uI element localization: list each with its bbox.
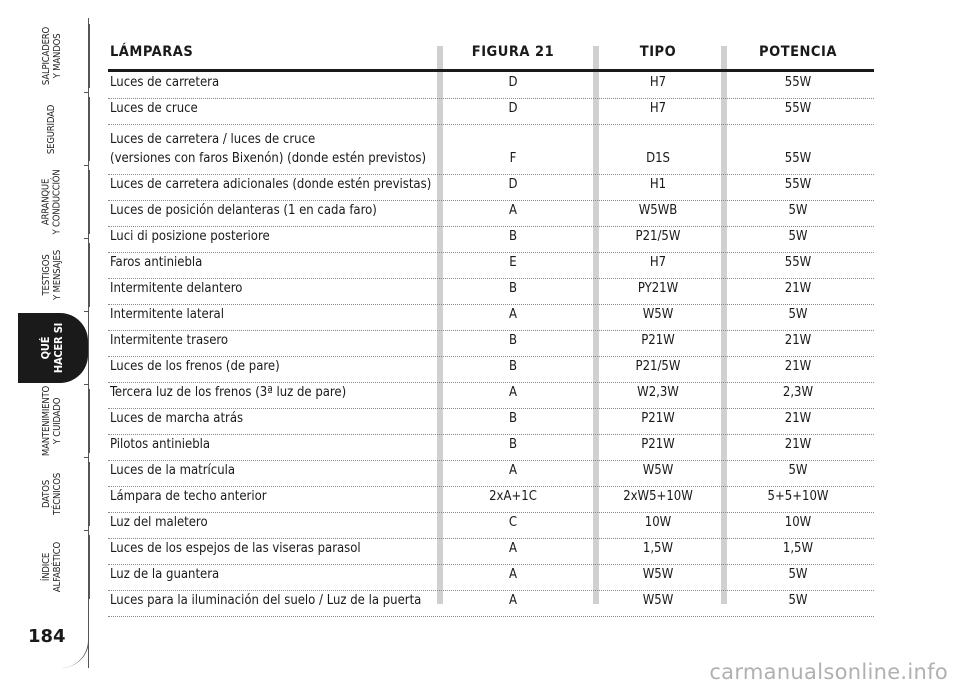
tab-divider (84, 457, 89, 458)
bulb-type: H7 (649, 255, 667, 270)
bulb-type: P21W (641, 333, 675, 348)
tab-divider (84, 92, 89, 93)
table-row (108, 512, 874, 539)
sidebar-tab-label (41, 386, 63, 456)
bulb-power: 5W (788, 307, 808, 322)
bulb-type: P21W (641, 411, 675, 426)
bulb-power: 21W (784, 359, 812, 374)
bulb-type: P21/5W (635, 229, 681, 244)
bulb-type: W2,3W (637, 385, 679, 400)
lamp-name (110, 513, 208, 532)
bulb-type: PY21W (637, 281, 679, 296)
bulb-power: 55W (784, 151, 812, 166)
lamp-name (110, 461, 235, 480)
lamp-name (110, 487, 267, 506)
figure-ref: A (509, 567, 517, 582)
lamp-name-line: Luces de carretera / luces de cruce (110, 132, 316, 147)
lamp-name-line: Luces de cruce (110, 101, 198, 116)
table-row (108, 564, 874, 591)
lamp-name-line: Luces de carretera (110, 75, 220, 90)
sidebar-tab-line: DATOS (41, 480, 52, 508)
header-figure: FIGURA 21 (471, 44, 555, 60)
lamp-name (110, 383, 346, 402)
page-number: 184 (28, 626, 66, 647)
figure-ref: B (508, 333, 518, 348)
sidebar-tab-line: QUÉ (39, 336, 52, 360)
sidebar-tab-0[interactable] (20, 22, 84, 90)
header-power: POTENCIA (759, 44, 837, 60)
tab-divider (84, 384, 89, 385)
lamp-name (110, 201, 377, 220)
sidebar-tab-label (41, 473, 63, 515)
lamp-name (110, 227, 270, 246)
figure-ref: A (509, 593, 517, 608)
bulb-power: 5W (788, 203, 808, 218)
table-row (108, 382, 874, 409)
lamp-name-line: Intermitente delantero (110, 281, 243, 296)
lamp-name-line: Luces de los espejos de las viseras parasol (110, 541, 361, 556)
lamp-name-line: Faros antiniebla (110, 255, 203, 270)
table-row (108, 98, 874, 125)
bulb-type: W5W (642, 593, 674, 608)
sidebar-tab-label (39, 323, 65, 373)
bulb-type: W5WB (638, 203, 678, 218)
figure-ref: B (508, 437, 518, 452)
tab-divider (84, 238, 89, 239)
figure-ref: B (508, 411, 518, 426)
sidebar-tab-line: Y CUIDADO (52, 397, 64, 445)
figure-ref: F (509, 151, 517, 166)
watermark: carmanualsonline.info (709, 660, 948, 684)
bulb-power: 10W (784, 515, 812, 530)
figure-ref: D (508, 75, 518, 90)
sidebar-tab-line: TÉCNICOS (52, 472, 63, 516)
lamp-name (110, 305, 224, 324)
lamp-name-line: Luces para la iluminación del suelo / Luz de la puerta (110, 593, 422, 608)
figure-ref: B (508, 281, 518, 296)
figure-ref: D (508, 177, 518, 192)
figure-ref: D (508, 101, 518, 116)
bulb-power: 2,3W (782, 385, 814, 400)
bulb-power: 55W (784, 255, 812, 270)
lamp-name (110, 175, 431, 194)
bulb-type: 1,5W (642, 541, 674, 556)
lamp-name-line: Intermitente lateral (110, 307, 224, 322)
table-row (108, 356, 874, 383)
bulb-power: 1,5W (782, 541, 814, 556)
lamp-name-line: (versiones con faros Bixenón) (donde estén previstos) (110, 151, 427, 166)
figure-ref: C (508, 515, 518, 530)
bulb-power: 5W (788, 463, 808, 478)
lamp-name (110, 357, 280, 376)
table-row (108, 460, 874, 487)
bulb-power: 21W (784, 281, 812, 296)
table-row (108, 278, 874, 305)
sidebar-tab-4[interactable] (20, 314, 84, 382)
lamp-name (110, 279, 242, 298)
figure-ref: 2xA+1C (489, 489, 537, 504)
table-row (108, 330, 874, 357)
lamp-name (110, 73, 219, 92)
header-type: TIPO (639, 44, 677, 60)
table-row (108, 408, 874, 435)
sidebar-tab-line: ALFABÉTICO (51, 541, 63, 593)
sidebar-tab-6[interactable] (20, 460, 84, 528)
table-row (108, 252, 874, 279)
bulb-type: W5W (642, 463, 674, 478)
table-row (108, 226, 874, 253)
lamp-name (110, 253, 202, 272)
lamp-name-line: Pilotos antiniebla (110, 437, 211, 452)
table-row (108, 174, 874, 201)
bulb-type: 10W (644, 515, 672, 530)
bulb-power: 5W (788, 229, 808, 244)
table-row (108, 124, 874, 175)
table-row (108, 434, 874, 461)
bulb-type: H7 (649, 101, 667, 116)
header-lamps: LÁMPARAS (110, 44, 194, 60)
lamp-name-line: Luces de posición delanteras (1 en cada faro) (110, 203, 377, 218)
sidebar-tab-3[interactable] (20, 241, 84, 309)
sidebar-tab-label (41, 250, 63, 300)
lamp-name (110, 409, 243, 428)
bulb-type: 2xW5+10W (623, 489, 693, 504)
lamp-name (110, 539, 361, 558)
bulb-type: H1 (649, 177, 667, 192)
bulb-type: W5W (642, 307, 674, 322)
sidebar-tab-line: TESTIGOS (41, 254, 52, 296)
sidebar-tab-5[interactable] (20, 387, 84, 455)
figure-ref: A (509, 385, 517, 400)
bulb-power: 21W (784, 411, 812, 426)
sidebar-tab-1[interactable] (20, 95, 84, 163)
lamp-name-line: Intermitente trasero (110, 333, 229, 348)
tab-divider (84, 311, 89, 312)
lamp-name (110, 130, 426, 168)
bulb-type: D1S (646, 151, 670, 166)
lamp-name (110, 99, 198, 118)
lamp-name-line: Luces de carretera adicionales (donde estén previstas) (110, 177, 432, 192)
lamp-name-line: Lámpara de techo anterior (110, 489, 267, 504)
sidebar-tab-label (41, 542, 63, 592)
lamp-name-line: Luces de marcha atrás (110, 411, 244, 426)
table-row (108, 538, 874, 565)
table-row (108, 304, 874, 331)
sidebar-tab-line: Y CONDUCCIÓN (52, 169, 64, 235)
figure-ref: A (509, 463, 517, 478)
bulb-power: 55W (784, 75, 812, 90)
tab-divider (84, 165, 89, 166)
sidebar-tab-label (47, 104, 58, 153)
sidebar-tab-line: SEGURIDAD (46, 104, 58, 154)
sidebar-tab-line: MANTENIMIENTO (41, 385, 53, 457)
lamp-name (110, 565, 219, 584)
sidebar-tab-7[interactable] (20, 533, 84, 601)
lamp-name-line: Luz del maletero (110, 515, 208, 530)
figure-ref: A (509, 541, 517, 556)
bulb-type: P21W (641, 437, 675, 452)
lamp-name-line: Luci di posizione posteriore (110, 229, 270, 244)
bulb-power: 5W (788, 567, 808, 582)
figure-ref: B (508, 229, 518, 244)
sidebar-tab-2[interactable] (20, 168, 84, 236)
lamp-name-line: Luces de la matrícula (110, 463, 236, 478)
figure-ref: B (508, 359, 518, 374)
table-row (108, 200, 874, 227)
table-row (108, 590, 874, 617)
lamp-name (110, 435, 210, 454)
lamp-name (110, 591, 421, 610)
tab-divider (84, 530, 89, 531)
bulb-power: 55W (784, 101, 812, 116)
sidebar-tab-line: ARRANQUE (41, 178, 53, 226)
figure-ref: A (509, 203, 517, 218)
sidebar-tab-line: ÍNDICE (40, 552, 52, 582)
figure-ref: A (509, 307, 517, 322)
bulb-type: H7 (649, 75, 667, 90)
lamp-name-line: Tercera luz de los frenos (3ª luz de pare) (110, 385, 347, 400)
sidebar-tab-line: Y MENSAJES (52, 250, 63, 300)
sidebar-tab-label (41, 169, 63, 234)
sidebar-tab-line: SALPICADERO (40, 26, 52, 86)
figure-ref: E (509, 255, 517, 270)
bulb-power: 55W (784, 177, 812, 192)
bulb-power: 21W (784, 333, 812, 348)
sidebar-tab-line: Y MANDOS (51, 33, 63, 79)
bulb-power: 21W (784, 437, 812, 452)
bulb-power: 5W (788, 593, 808, 608)
bulb-power: 5+5+10W (767, 489, 829, 504)
table-row (108, 72, 874, 99)
table-row (108, 486, 874, 513)
sidebar-tab-label (41, 27, 63, 85)
lamp-name-line: Luces de los frenos (de pare) (110, 359, 280, 374)
lamp-name-line: Luz de la guantera (110, 567, 220, 582)
bulb-type: P21/5W (635, 359, 681, 374)
bulb-type: W5W (642, 567, 674, 582)
sidebar-tab-line: HACER SI (52, 322, 65, 374)
lamp-name (110, 331, 228, 350)
